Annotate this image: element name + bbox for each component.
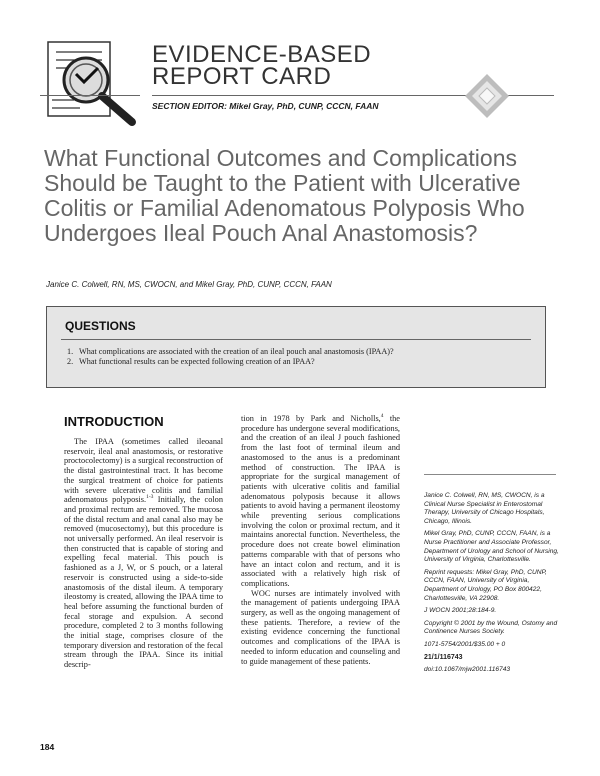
citation-superscript: 4 <box>380 413 384 420</box>
sidebar-rule <box>424 474 556 475</box>
diamond-ornament-icon <box>464 73 510 119</box>
question-text: What functional results can be expected following creation of an IPAA? <box>79 357 315 366</box>
author-affiliation: Mikel Gray, PhD, CUNP, CCCN, FAAN, is a Nurse Practitioner and Associate Professor, Department of Urology and School of Nursing, University of Virginia, Charlottesville. <box>424 530 559 564</box>
body-paragraph <box>64 437 223 670</box>
body-text: Initially, the colon and proximal rectum are removed. The mucosa of the distal rectum and anal canal also may be removed (mucosectomy), but this procedure is not universally performed. An ileal reservoir is then constructed that is capable of storing and expelling fecal material. This pouch is fashioned as a J, W, or S pouch, or a lateral reservoir is constructed using a side-to-side anastomosis of the distal ileum. A temporary ileostomy is created, allowing the IPAA time to heal before assuming the functional burden of fecal storage and expulsion. A second procedure, completed 2 to 3 months following the initial stage, comprises closure of the temporary diversion and restoration of the fecal stream through the IPAA. Since its initial descrip- <box>64 495 223 670</box>
body-text: the procedure has undergone several modifications, and the creation of an ileal J pouch fashioned from the last foot of terminal ileum and anastomosed to the anus is a predominant method of construction. The IPAA is appropriate for the surgical management of patients with ulcerative colitis and familial adenomatous polyposis because it allows patients to avoid having a permanent ileostomy while preventing serious complications involving the colon or proximal rectum, and it maintains anorectal function. Nevertheless, the procedure does not create bowel elimination patterns comparable with that of persons who have an intact colon and rectum, and it is associated with a relatively high risk of complications. <box>241 414 400 588</box>
page-number: 184 <box>40 742 55 752</box>
doi: doi:10.1067/mjw2001.116743 <box>424 666 511 674</box>
copyright-notice: Copyright © 2001 by the Wound, Ostomy and Continence Nurses Society. <box>424 619 558 636</box>
article-title: What Functional Outcomes and Complications Should be Taught to the Patient with Ulcerative Colitis or Familial Adenomatous Polyposis Who Undergoes Ileal Pouch Anal Anastomosis? <box>44 145 525 246</box>
questions-list <box>67 347 439 367</box>
questions-rule <box>61 339 531 340</box>
body-paragraph: WOC nurses are intimately involved with the management of patients undergoing IPAA surgery, as well as the ongoing management of these patients. Therefore, a review of the existing evidence concerning the functional outcomes and complications of the IPAA is needed to inform education and counseling and to guide management of these patients. <box>241 588 400 666</box>
body-text: The IPAA (sometimes called ileoanal reservoir, ileal anal anastomosis, or restorative proctocolectomy) is a surgical reconstruction of the distal gastrointestinal tract. It has become the surgical treatment of choice for patients with severe ulcerative colitis and familial adenomatous polyposis. <box>64 437 223 505</box>
body-text: tion in 1978 by Park and Nicholls, <box>241 414 381 423</box>
magnifying-glass-report-card-logo <box>40 38 140 126</box>
question-text: What complications are associated with the creation of an ileal pouch anal anastomosis (IPAA)? <box>79 347 394 356</box>
article-code: 21/1/116743 <box>424 653 463 661</box>
reprint-requests: Reprint requests: Mikel Gray, PhD, CUNP, CCCN, FAAN, University of Virginia, Department of Urology, PO Box 800422, Charlottesville, VA 22908. <box>424 568 547 602</box>
author-info-sidebar <box>424 492 564 679</box>
column-title <box>152 41 372 90</box>
questions-heading: QUESTIONS <box>65 319 136 333</box>
question-item <box>67 347 439 357</box>
author-affiliation: Janice C. Colwell, RN, MS, CWOCN, is a Clinical Nurse Specialist in Enterostomal Therapy, University of Chicago Hospitals, Chicago, Illinois. <box>424 492 545 525</box>
question-item <box>67 357 439 367</box>
citation-superscript: 1-3 <box>146 494 154 501</box>
section-editor: SECTION EDITOR: Mikel Gray, PhD, CUNP, CCCN, FAAN <box>152 101 379 111</box>
column-title-line2: REPORT CARD <box>152 63 332 90</box>
journal-citation: J WOCN 2001;28:184-9. <box>424 607 497 615</box>
question-number: 1. <box>67 347 74 356</box>
body-paragraph <box>241 414 400 589</box>
article-authors: Janice C. Colwell, RN, MS, CWOCN, and Mikel Gray, PhD, CUNP, CCCN, FAAN <box>46 280 332 289</box>
questions-box <box>46 306 546 388</box>
issn: 1071-5754/2001/$35.00 + 0 <box>424 640 506 648</box>
body-column-2 <box>241 414 400 666</box>
question-number: 2. <box>67 357 74 366</box>
header-left-rule <box>40 95 140 96</box>
column-title-line1: EVIDENCE-BASED <box>152 41 372 68</box>
introduction-heading: INTRODUCTION <box>64 414 164 429</box>
body-column-1 <box>64 437 223 670</box>
